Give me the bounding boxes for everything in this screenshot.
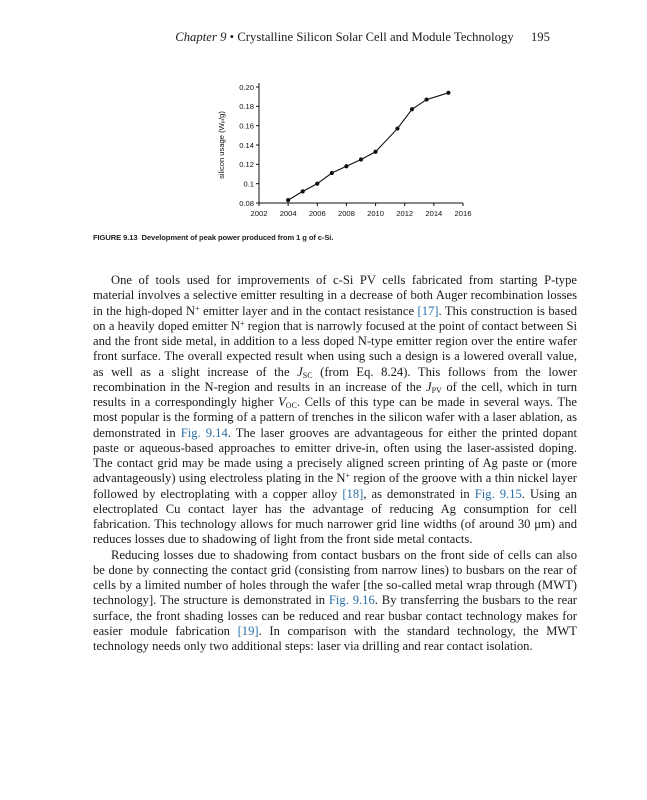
text-run: Reducing losses due to shadowing from contact busbars on the front side of cells can also be done by connecting the contact grid (consisting from narrow lines) to busbars on the rear of cells by a limited number of holes through the wafer [the so-called metal wrap through (MWT) technology]. The structure is demonstrated in	[93, 547, 577, 608]
header-bullet: •	[229, 30, 235, 44]
y-tick-label: 0.20	[239, 82, 254, 92]
subscript: SC	[302, 370, 313, 380]
text-run: region that is narrowly focused at the point of contact between Si and the front side metal, in addition to a less doped N-type emitter region over the entire wafer front surface. The overall expected result when using such a design is a lowered overall value, as well as a slight increase of the	[93, 318, 577, 379]
page-number: 195	[530, 30, 550, 44]
superscript: +	[345, 471, 351, 481]
y-tick-label: 0.12	[239, 160, 254, 170]
x-tick-label: 2012	[396, 209, 414, 218]
text-run: , as demonstrated in	[363, 486, 475, 501]
superscript: +	[195, 303, 200, 313]
text-run: . In comparison with the standard technology, the MWT technology needs only two additional steps: laser via drilling and rear contact isolation.	[93, 623, 577, 653]
data-point	[344, 164, 348, 168]
text-run: . By transferring the busbars to the rear surface, the front shading losses can be reduced and rear busbar contact technology makes for easier module fabrication	[93, 593, 577, 638]
figure-link[interactable]: Fig. 9.15	[474, 486, 522, 501]
symbol-jsc: J	[297, 364, 303, 379]
text-run: emitter layer and in the contact resistance	[199, 303, 418, 318]
chapter-title: Crystalline Silicon Solar Cell and Module Technology	[237, 30, 514, 44]
figure-link[interactable]: Fig. 9.16	[328, 593, 375, 608]
subscript: OC	[285, 401, 297, 410]
text-run: . The laser grooves are advantageous for either the printed dopant paste or aqueous-based approaches to emitter drive-in, often using the laser-assisted doping. The contact grid may be made using a precisely aligned screen printing of Ag paste or (more advantageously) using electroless plating in the N	[93, 425, 577, 486]
data-point	[446, 91, 450, 95]
paragraph-selective-emitter	[93, 273, 577, 548]
data-point	[286, 198, 290, 202]
data-point	[330, 171, 334, 175]
citation-link[interactable]: [18]	[342, 486, 364, 501]
x-tick-label: 2014	[425, 209, 443, 218]
text-run: of the cell, which in turn results in a correspondingly higher	[93, 379, 577, 409]
symbol-jpv: J	[425, 379, 432, 394]
text-run: region of the groove with a thin nickel layer followed by electroplating with a copper alloy	[93, 471, 577, 501]
data-point	[315, 182, 319, 186]
subscript: PV	[431, 385, 442, 395]
figure-caption-text: Development of peak power produced from 1 g of c-Si.	[141, 233, 334, 242]
y-axis-label: silicon usage (Wₚ/g)	[217, 111, 226, 179]
text-run: . This construction is based on a heavily doped emitter N	[93, 303, 578, 333]
paragraph-mwt	[93, 548, 577, 655]
data-point	[301, 189, 305, 193]
figure-link[interactable]: Fig. 9.14	[180, 425, 228, 440]
figure-caption	[93, 233, 333, 242]
data-point	[373, 150, 377, 154]
line-chart	[196, 76, 472, 234]
chapter-label: Chapter 9	[175, 30, 227, 44]
data-point	[395, 126, 399, 130]
text-run: (from Eq. 8.24). This follows from the lower recombination in the N-region and results in an increase of the	[93, 364, 577, 394]
x-tick-label: 2006	[308, 209, 326, 218]
symbol-voc: V	[278, 395, 286, 409]
y-tick-label: 0.1	[243, 179, 254, 189]
text-run: . Using an electroplated Cu contact layer has the advantage of reducing Ag consumption for cell fabrication. This technology allows for much narrower grid line widths (of around 30 μm) and reduces losses due to shadowing of light from the front side metal contacts.	[93, 486, 578, 547]
text-run: . Cells of this type can be made in several ways. The most popular is the forming of a pattern of trenches in the silicon wafer with a laser ablation, as demonstrated in	[93, 395, 577, 440]
citation-link[interactable]: [19]	[237, 623, 259, 638]
figure-9-13	[196, 76, 472, 234]
y-tick-label: 0.18	[239, 102, 254, 112]
x-tick-label: 2016	[454, 209, 472, 218]
data-point	[359, 157, 363, 161]
x-tick-label: 2004	[279, 209, 297, 218]
series-line	[288, 93, 448, 200]
figure-label: FIGURE 9.13	[93, 233, 138, 242]
x-tick-label: 2008	[337, 209, 355, 218]
superscript: +	[239, 318, 245, 328]
y-tick-label: 0.16	[239, 121, 254, 131]
data-point	[424, 97, 428, 101]
y-tick-label: 0.08	[239, 198, 254, 208]
body-text	[93, 273, 577, 654]
x-tick-label: 2010	[367, 209, 385, 218]
x-tick-label: 2002	[250, 209, 268, 218]
running-header	[175, 30, 550, 45]
text-run: One of tools used for improvements of c-Si PV cells fabricated from starting P-type material involves a selective emitter resulting in a decrease of both Auger recombination losses in the high-doped N	[93, 273, 577, 318]
data-point	[410, 107, 414, 111]
y-tick-label: 0.14	[239, 140, 254, 150]
citation-link[interactable]: [17]	[417, 303, 439, 318]
